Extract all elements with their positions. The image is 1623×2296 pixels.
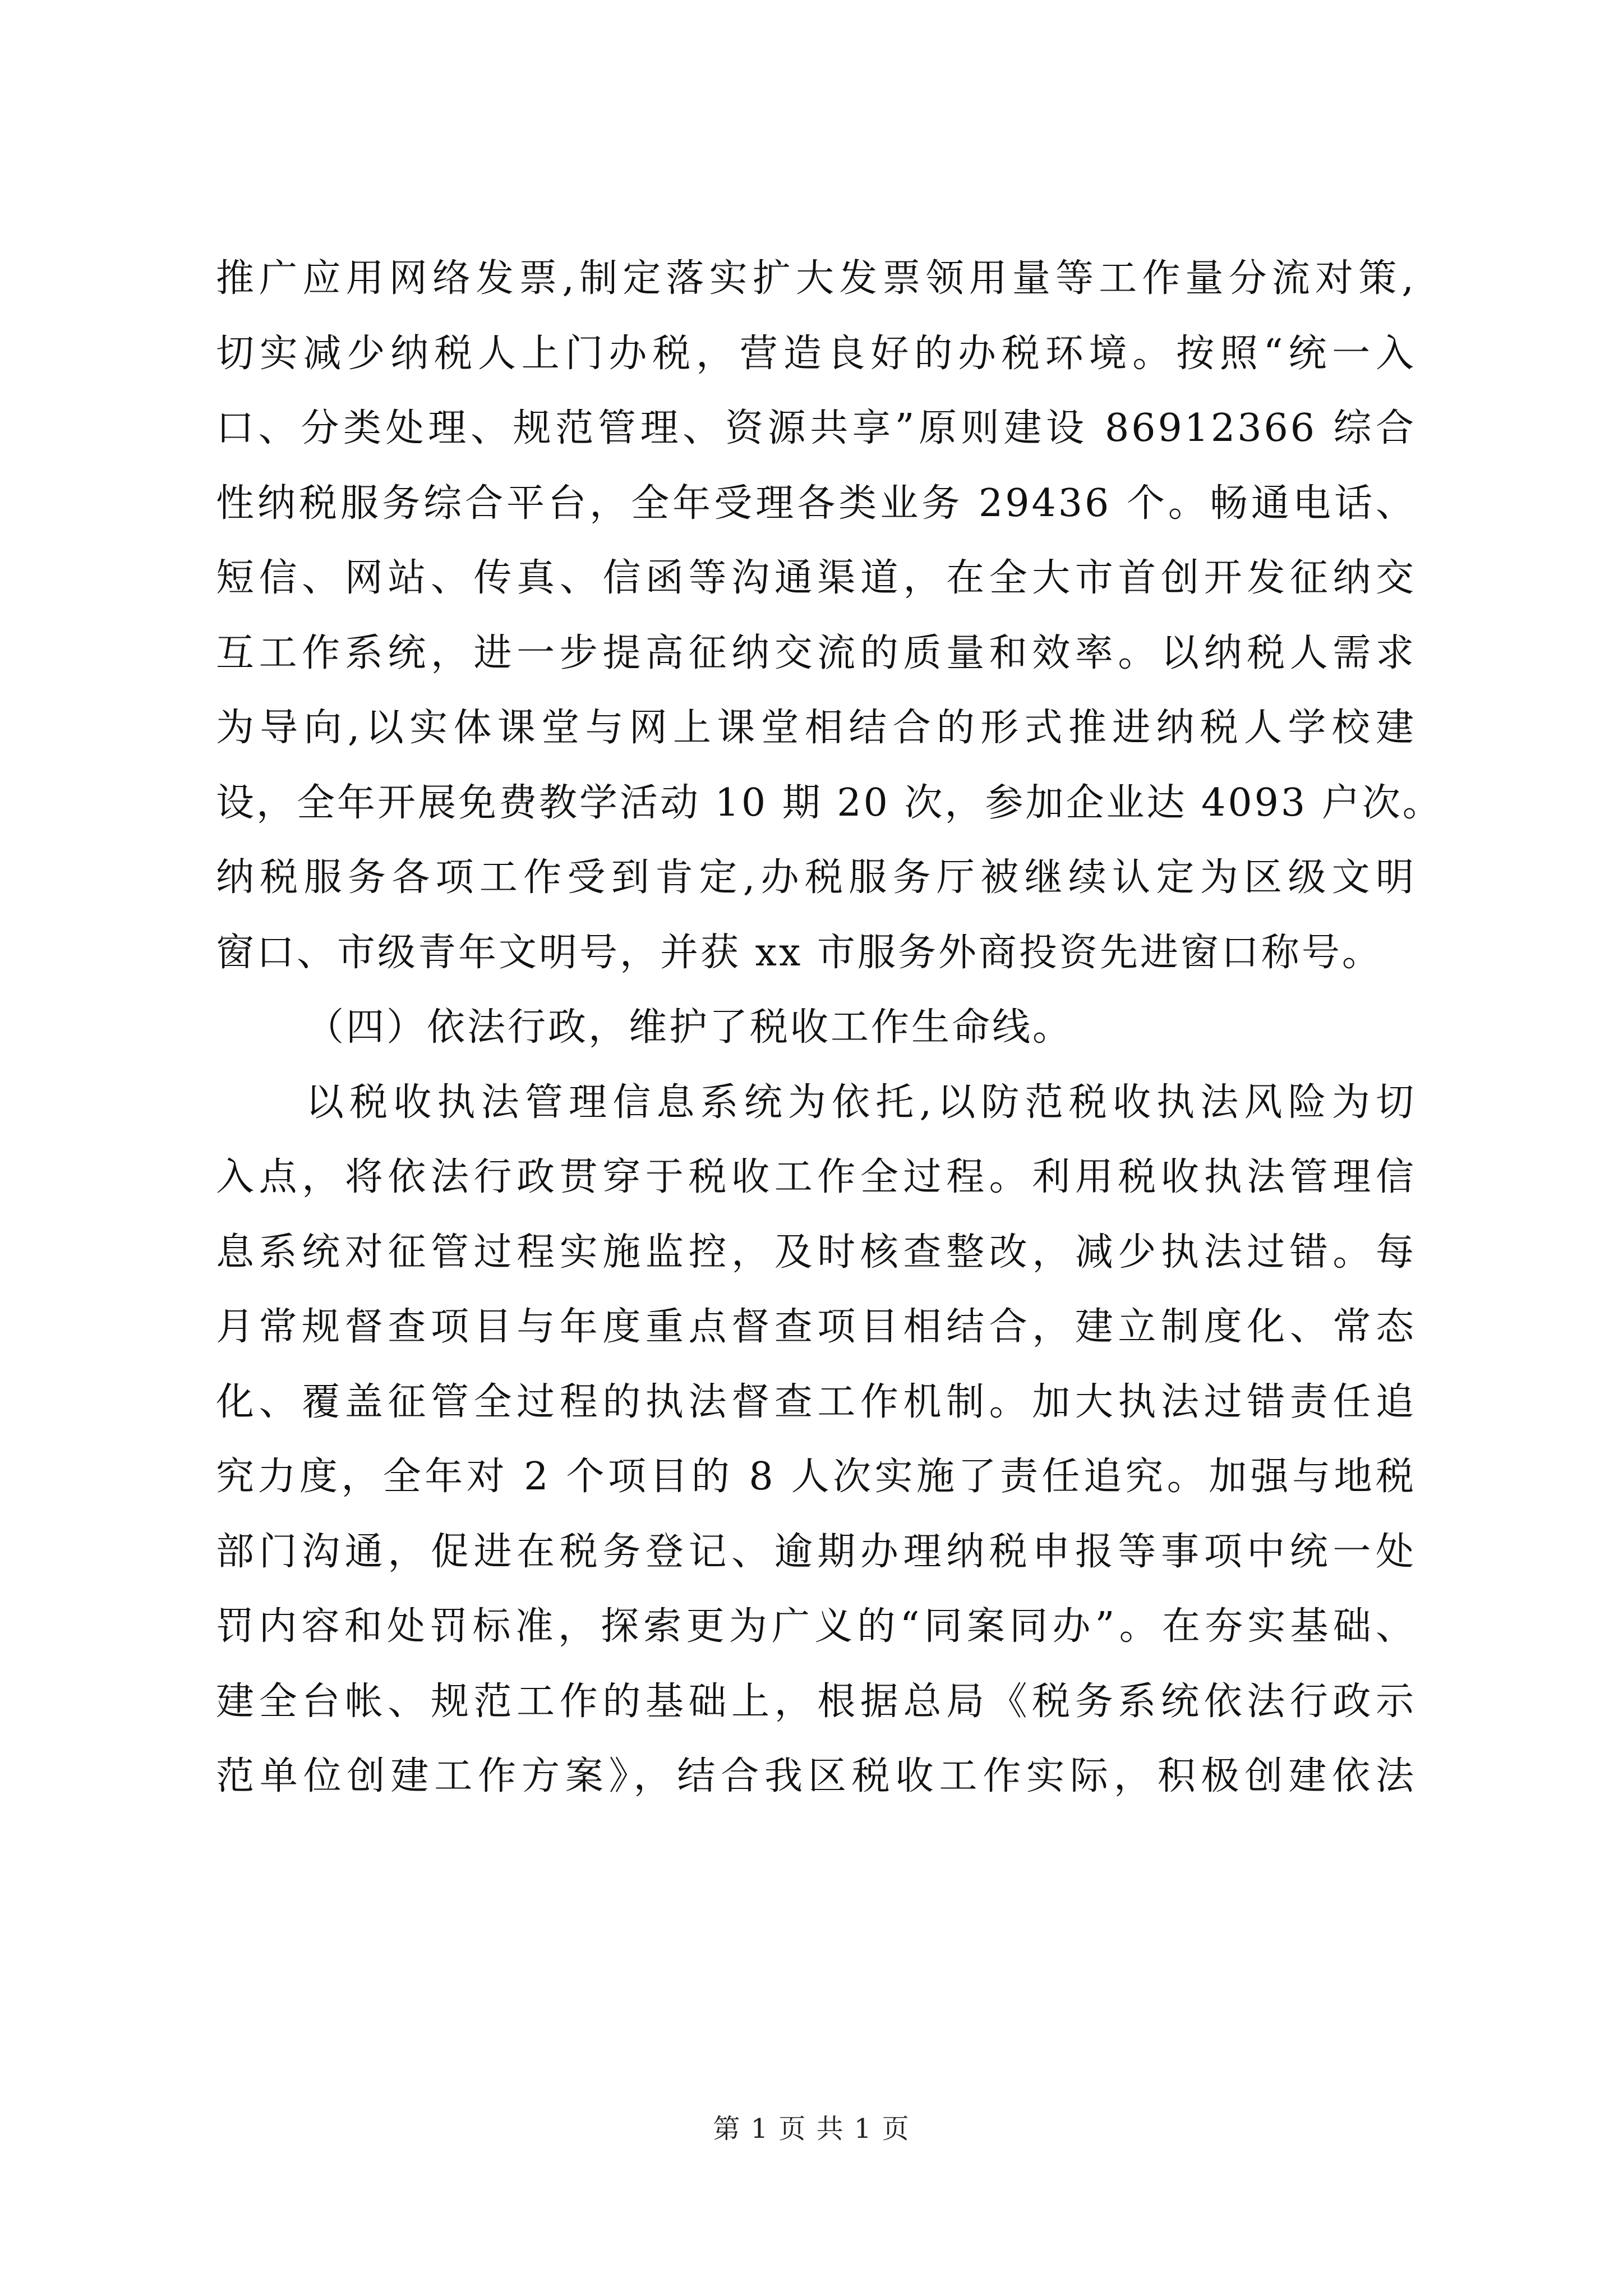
document-body [216, 241, 1443, 1814]
text-line: 性纳税服务综合平台，全年受理各类业务 29436 个。畅通电话、 [216, 481, 1416, 526]
text-line: 切实减少纳税人上门办税，营造良好的办税环境。按照“统一入 [216, 331, 1416, 376]
text-line: 罚内容和处罚标准，探索更为广义的“同案同办”。在夯实基础、 [216, 1604, 1416, 1649]
text-line: 纳税服务各项工作受到肯定,办税服务厅被继续认定为区级文明 [216, 855, 1416, 900]
text-line: 设，全年开展免费教学活动 10 期 20 次，参加企业达 4093 户次。 [216, 780, 1443, 825]
text-line: 化、覆盖征管全过程的执法督查工作机制。加大执法过错责任追 [216, 1379, 1416, 1424]
text-line: 究力度，全年对 2 个项目的 8 人次实施了责任追究。加强与地税 [216, 1455, 1416, 1499]
paragraph-2 [216, 1065, 1416, 1814]
text-line: 息系统对征管过程实施监控，及时核查整改，减少执法过错。每 [216, 1230, 1416, 1274]
text-line: 口、分类处理、规范管理、资源共享”原则建设 86912366 综合 [216, 406, 1416, 450]
text-line: 为导向,以实体课堂与网上课堂相结合的形式推进纳税人学校建 [216, 706, 1416, 750]
text-line: 部门沟通，促进在税务登记、逾期办理纳税申报等事项中统一处 [216, 1529, 1416, 1574]
text-line: 入点，将依法行政贯穿于税收工作全过程。利用税收执法管理信 [216, 1155, 1416, 1199]
text-line: 推广应用网络发票,制定落实扩大发票领用量等工作量分流对策, [216, 256, 1416, 301]
text-line: 互工作系统，进一步提高征纳交流的质量和效率。以纳税人需求 [216, 631, 1416, 675]
paragraph-1 [216, 241, 1443, 990]
text-line: 窗口、市级青年文明号，并获 xx 市服务外商投资先进窗口称号。 [216, 930, 1382, 975]
section-heading: （四）依法行政，维护了税收工作生命线。 [306, 1005, 1073, 1050]
page-footer: 第 1 页 共 1 页 [713, 2113, 910, 2145]
text-line: 以税收执法管理信息系统为依托,以防范税收执法风险为切 [306, 1080, 1416, 1125]
text-line: 月常规督查项目与年度重点督查项目相结合，建立制度化、常态 [216, 1305, 1416, 1349]
text-line: 短信、网站、传真、信函等沟通渠道，在全大市首创开发征纳交 [216, 556, 1416, 600]
text-line: 建全台帐、规范工作的基础上，根据总局《税务系统依法行政示 [216, 1679, 1416, 1724]
text-line: 范单位创建工作方案》，结合我区税收工作实际，积极创建依法 [216, 1754, 1416, 1798]
